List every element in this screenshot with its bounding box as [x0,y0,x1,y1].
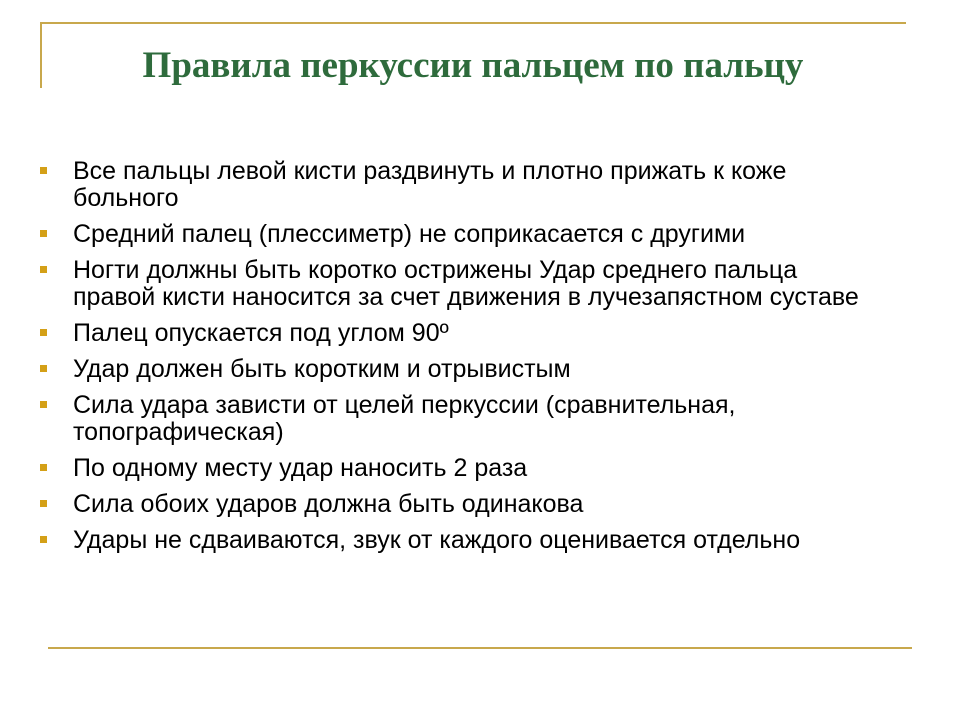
bottom-divider-line [48,647,912,649]
square-bullet-icon [40,329,47,336]
bullet-text: Удары не сдваиваются, звук от каждого оценивается отдельно [73,526,801,554]
bullet-item [36,455,866,482]
top-divider-line [40,22,906,24]
bullet-text: Все пальцы левой кисти раздвинуть и плотно прижать к коже больного [73,157,787,212]
bullet-text: Палец опускается под углом 90º [73,319,449,347]
square-bullet-icon [40,365,47,372]
square-bullet-icon [40,230,47,237]
bullet-text: Ногти должны быть коротко острижены Удар среднего пальца правой кисти наносится за счет движения в лучезапястном суставе [73,256,859,311]
bullet-item [36,527,866,554]
bullet-text: По одному месту удар наносить 2 раза [73,454,528,482]
bullet-text: Сила обоих ударов должна быть одинакова [73,490,584,518]
bullet-item [36,221,866,248]
bullet-item [36,257,866,311]
bullet-item [36,392,866,446]
bullet-text: Удар должен быть коротким и отрывистым [73,355,571,383]
square-bullet-icon [40,401,47,408]
square-bullet-icon [40,167,47,174]
bullet-text: Средний палец (плессиметр) не соприкасается с другими [73,220,746,248]
bullet-item [36,158,866,212]
square-bullet-icon [40,266,47,273]
bullet-item [36,320,866,347]
square-bullet-icon [40,536,47,543]
bullet-list [36,158,866,563]
slide-title: Правила перкуссии пальцем по пальцу [142,45,804,86]
square-bullet-icon [40,464,47,471]
square-bullet-icon [40,500,47,507]
bullet-text: Сила удара зависти от целей перкуссии (сравнительная, топографическая) [73,391,736,446]
bullet-item [36,491,866,518]
bullet-item [36,356,866,383]
